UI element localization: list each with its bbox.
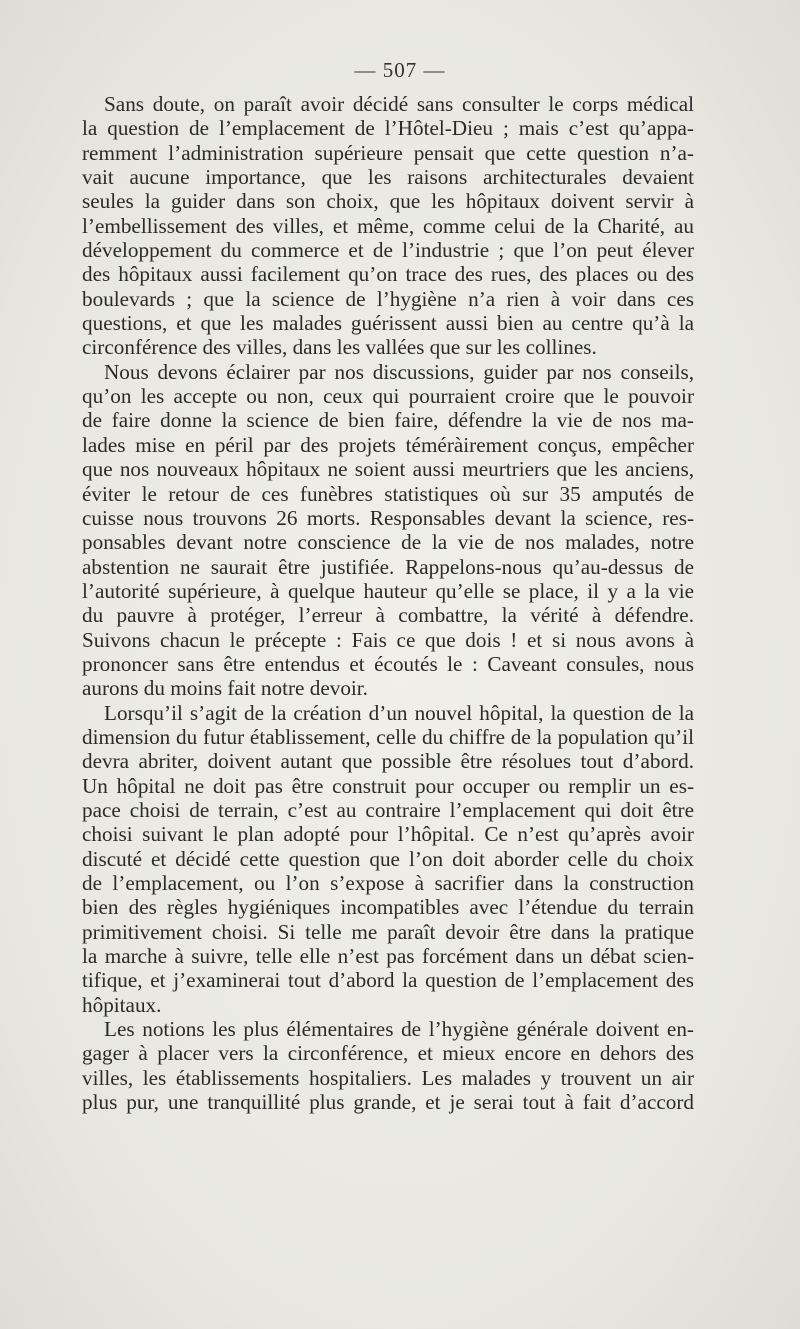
text-line: développement du commerce et de l’industrie ; que l’on peut élever xyxy=(82,238,694,263)
text-line: qu’on les accepte ou non, ceux qui pourraient croire que le pouvoir xyxy=(82,384,694,409)
text-line: aurons du moins fait notre devoir. xyxy=(82,676,368,701)
text-line: vait aucune importance, que les raisons architecturales devaient xyxy=(82,165,694,190)
text-line: du pauvre à protéger, l’erreur à combattre, la vérité à défendre. xyxy=(82,603,694,628)
text-line: tifique, et j’examinerai tout d’abord la question de l’emplacement des xyxy=(82,968,694,993)
text-line: cuisse nous trouvons 26 morts. Responsables devant la science, res- xyxy=(82,505,694,530)
text-line: dimension du futur établissement, celle du chiffre de la population qu’il xyxy=(82,724,694,749)
text-line: l’embellissement des villes, et même, comme celui de la Charité, au xyxy=(82,213,694,238)
text-line: lades mise en péril par des projets téméràirement conçus, empêcher xyxy=(82,432,694,457)
text-line: éviter le retour de ces funèbres statistiques où sur 35 amputés de xyxy=(82,481,694,506)
text-line: seules la guider dans son choix, que les hôpitaux doivent servir à xyxy=(82,189,694,214)
text-line: Suivons chacun le précepte : Fais ce que dois ! et si nous avons à xyxy=(82,627,694,652)
text-line: des hôpitaux aussi facilement qu’on trace des rues, des places ou des xyxy=(82,262,694,287)
text-line: Sans doute, on paraît avoir décidé sans consulter le corps médical xyxy=(104,92,694,116)
text-line: primitivement choisi. Si telle me paraît devoir être dans la pratique xyxy=(82,919,694,944)
paragraph-4 xyxy=(82,1017,694,1114)
paragraph-3 xyxy=(82,701,694,1017)
page-number: — 507 — xyxy=(354,58,446,82)
text-line: boulevards ; que la science de l’hygiène n’a rien à voir dans ces xyxy=(82,286,694,311)
text-line: Un hôpital ne doit pas être construit pour occuper ou remplir un es- xyxy=(82,773,694,798)
text-line: remment l’administration supérieure pensait que cette question n’a- xyxy=(82,140,694,165)
text-line: que nos nouveaux hôpitaux ne soient aussi meurtriers que les anciens, xyxy=(82,457,694,482)
text-line: discuté et décidé cette question que l’on doit aborder celle du choix xyxy=(82,846,694,871)
body-text xyxy=(82,92,694,1114)
text-line: Nous devons éclairer par nos discussions, guider par nos conseils, xyxy=(104,359,694,384)
text-line: choisi suivant le plan adopté pour l’hôpital. Ce n’est qu’après avoir xyxy=(82,822,694,847)
text-line: gager à placer vers la circonférence, et mieux encore en dehors des xyxy=(82,1041,694,1066)
text-line: plus pur, une tranquillité plus grande, et je serai tout à fait d’accord xyxy=(82,1090,694,1115)
text-line: ponsables devant notre conscience de la vie de nos malades, notre xyxy=(82,530,694,555)
text-line: circonférence des villes, dans les vallées que sur les collines. xyxy=(82,335,597,360)
paragraph-2 xyxy=(82,360,694,701)
text-line: bien des règles hygiéniques incompatibles avec l’étendue du terrain xyxy=(82,895,694,920)
text-line: villes, les établissements hospitaliers. Les malades y trouvent un air xyxy=(82,1065,694,1090)
text-line: la question de l’emplacement de l’Hôtel-Dieu ; mais c’est qu’appa- xyxy=(82,116,694,141)
text-line: abstention ne saurait être justifiée. Rappelons-nous qu’au-dessus de xyxy=(82,554,694,579)
text-line: l’autorité supérieure, à quelque hauteur qu’elle se place, il y a la vie xyxy=(82,578,694,603)
text-line: questions, et que les malades guérissent aussi bien au centre qu’à la xyxy=(82,311,694,336)
text-line: Lorsqu’il s’agit de la création d’un nouvel hôpital, la question de la xyxy=(104,700,694,725)
text-line: pace choisi de terrain, c’est au contraire l’emplacement qui doit être xyxy=(82,797,694,822)
paragraph-1 xyxy=(82,92,694,360)
text-line: devra abriter, doivent autant que possible être résolues tout d’abord. xyxy=(82,749,694,774)
text-line: prononcer sans être entendus et écoutés le : Caveant consules, nous xyxy=(82,651,694,676)
text-line: de l’emplacement, ou l’on s’expose à sacrifier dans la construction xyxy=(82,871,694,895)
text-line: Les notions les plus élémentaires de l’hygiène générale doivent en- xyxy=(104,1017,694,1042)
text-line: la marche à suivre, telle elle n’est pas forcément dans un débat scien- xyxy=(82,944,694,969)
text-line: de faire donne la science de bien faire, défendre la vie de nos ma- xyxy=(82,408,694,433)
text-line: hôpitaux. xyxy=(82,992,162,1017)
